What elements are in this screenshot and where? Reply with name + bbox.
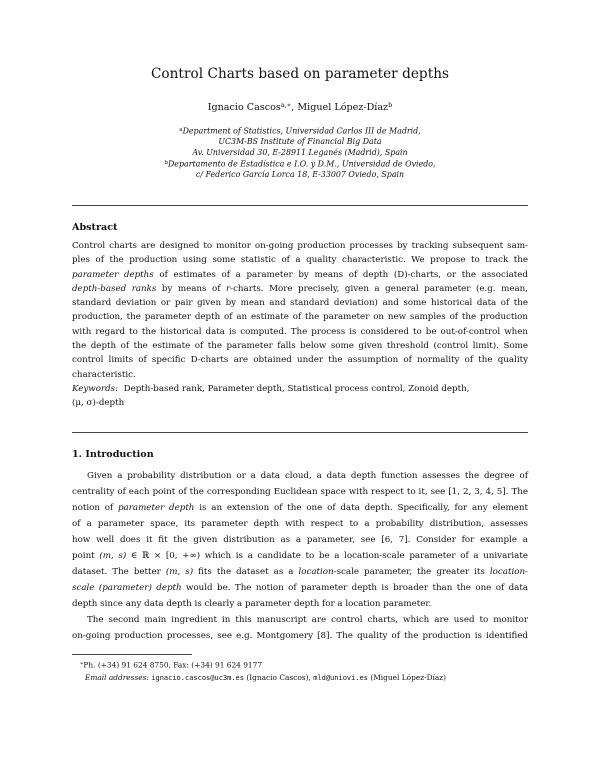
paper-title: Control Charts based on parameter depths [150,66,450,82]
body-line: dataset. The better (m, s) fits the dataset as a location-scale parameter, the greater its location- [72,567,528,577]
abstract-top-rule [72,205,528,206]
footnote-emails [80,672,446,684]
body-line: depth since any data depth is clearly a parameter depth for a location parameter. [72,599,432,609]
abstract-line: production, the parameter depth of an estimate of the parameter on new samples of the production [72,312,528,323]
affiliation-line: $^b$Departamento de Estadística e I.O. y D.M., Universidad de Oviedo, [164,159,436,169]
footnote [80,658,446,684]
affiliation-line: $^a$Department of Statistics, Universidad Carlos III de Madrid, [179,126,421,136]
body-line: on-going production processes, see e.g. Montgomery [8]. The quality of the production is identified [72,631,528,641]
author-name: Ignacio Cascos [207,102,281,113]
abstract-bottom-rule [72,432,528,433]
abstract-line: parameter depths of estimates of a parameter by means of depth (D)-charts, or the associated [72,269,528,280]
keywords-text: Depth-based rank, Parameter depth, Statistical process control, Zonoid depth, [123,383,470,394]
section-heading-introduction: 1. Introduction [72,449,154,460]
abstract-line: with regard to the historical data is computed. The process is considered to be out-of-control when [72,326,528,337]
author-marks: b [388,101,393,109]
affiliations [0,125,600,181]
email-owner: (Ignacio Cascos), [246,672,311,682]
body-line: notion of parameter depth is an extension of the one of data depth. Specifically, for any element [72,503,528,513]
email-link[interactable]: mld@uniovi.es [313,673,368,682]
keywords [72,382,528,396]
keywords-continued: (μ, σ)-depth [72,398,125,409]
abstract-line: Control charts are designed to monitor on-going production processes by tracking subsequent sam- [72,241,528,251]
body-line: Given a probability distribution or a data cloud, a data depth function assesses the degree of [87,471,528,481]
body-line: how well does it fit the given distribution as a parameter, see [6, 7]. Consider for example a [72,535,528,545]
keywords-label: Keywords: [72,383,119,394]
affiliation-line: c/ Federico García Lorca 18, E-33007 Oviedo, Spain [195,170,405,180]
abstract-body [72,239,528,411]
abstract-line: control limits of specific D-charts are obtained under the assumption of normality of the quality [72,355,528,366]
abstract-line: standard deviation or pair given by mean and standard deviation) and some historical data of the [72,298,528,309]
footnote-rule [72,654,192,655]
body-line: of a parameter space, its parameter depth with respect to a probability distribution, assesses [72,519,528,529]
abstract-line: ples of the production using some statistic of a quality characteristic. We propose to track the [72,255,528,266]
abstract-line: the depth of the estimate of the parameter falls below some given threshold (control limit). Some [72,341,528,352]
email-link[interactable]: ignacio.cascos@uc3m.es [151,673,244,682]
author-separator: , [291,102,298,113]
email-owner: (Miguel López-Díaz) [370,672,447,682]
body-line: scale (parameter) depth would be. The notion of parameter depth is broader than the one of data [72,583,528,593]
abstract-line: depth-based ranks by means of r-charts. More precisely, given a general parameter (e.g. mean, [72,283,528,294]
author-marks: a,∗ [280,101,292,109]
introduction-body [72,468,528,644]
affiliation-line: UC3M-BS Institute of Financial Big Data [218,137,382,147]
affiliation-line: Av. Universidad 30, E-28911 Leganés (Madrid), Spain [192,147,408,157]
email-label: Email addresses: [85,672,149,682]
footnote-contact: ∗Ph. (+34) 91 624 8750, Fax: (+34) 91 624 9177 [80,660,263,670]
body-line: The second main ingredient in this manuscript are control charts, which are used to monitor [87,615,528,625]
author-list [0,101,600,113]
abstract-line: characteristic. [72,369,136,380]
body-line: point (m, s) ∈ ℝ × [0, +∞) which is a candidate to be a location-scale parameter of a univariate [72,551,528,561]
abstract-heading: Abstract [72,222,118,233]
author-name: Miguel López-Díaz [297,102,389,113]
body-line: centrality of each point of the corresponding Euclidean space with respect to it, see [1, 2, 3, 4, 5]. The [72,487,528,497]
